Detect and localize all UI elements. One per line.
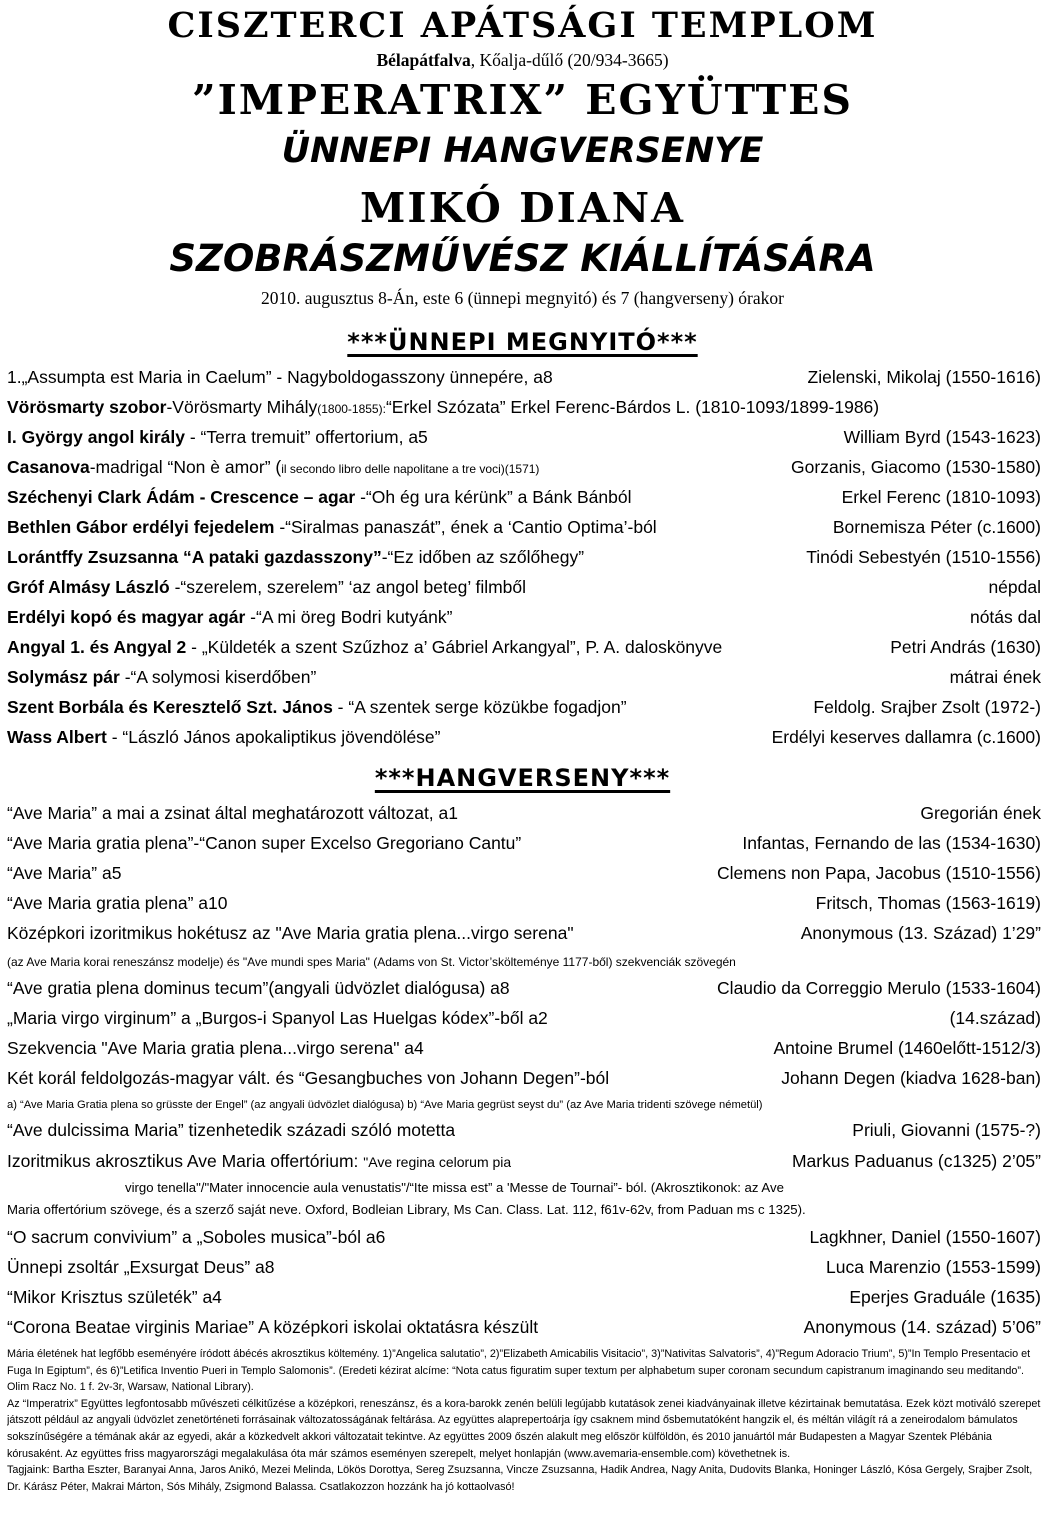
program-composer: Lagkhner, Daniel (1550-1607) [809, 1227, 1041, 1247]
program-title-cont: “Erkel Szózata” Erkel Ferenc-Bárdos L. (1810-1093/1899-1986) [385, 397, 880, 417]
program-row [7, 487, 1041, 508]
program-row [7, 637, 1041, 658]
program-title: „Maria virgo virginum” a „Burgos-i Spanyol Las Huelgas kódex”-ből a2 [7, 1008, 548, 1028]
program-title-bold: Szent Borbála és Keresztelő Szt. János [7, 697, 333, 717]
program-title: Két korál feldolgozás-magyar vált. és “Gesangbuches von Johann Degen”-ból [7, 1068, 610, 1088]
program-title: “Ave Maria gratia plena”-“Canon super Excelso Gregoriano Cantu” [7, 833, 522, 853]
program-row [7, 803, 1041, 824]
program-row [7, 607, 1041, 628]
program-title-small: "Ave regina celorum pia [363, 1154, 512, 1170]
program-row [7, 1151, 1041, 1172]
program-composer: Claudio da Correggio Merulo (1533-1604) [717, 978, 1041, 998]
program-row [7, 397, 1041, 418]
program-title-bold: Vörösmarty szobor [7, 397, 167, 417]
program-title: -madrigal “Non è amor” ( [89, 457, 282, 477]
program-composer: Petri András (1630) [890, 637, 1041, 657]
program-title: “Ave dulcissima Maria” tizenhetedik századi szóló motetta [7, 1120, 456, 1140]
program-row [7, 893, 1041, 914]
program-composer: Anonymous (13. Század) 1’29” [800, 923, 1041, 943]
program-composer: Tinódi Sebestyén (1510-1556) [806, 547, 1041, 567]
program-title-bold: Wass Albert [7, 727, 107, 747]
program-title: “Ave Maria” a mai a zsinat által meghatározott változat, a1 [7, 803, 459, 823]
members-list: Tagjaink: Bartha Eszter, Baranyai Anna, Jaros Anikó, Mezei Melinda, Lökös Dorottya, Sereg Zsuzsanna, Vincze Zsuzsanna, Hadik Andrea, Nagy Anita, Dudovits Blanka, Honinger László, Kósa Gergely, Srajber Zsolt, Dr. Kárász Péter, Makrai Márton, Sós Mihály, Zsigmond Balassa. Csatlakozzon hozzánk ha jó kottaolvasó! [7, 1464, 1033, 1493]
program-title: -“Oh ég ura kérünk” a Bánk Bánból [355, 487, 632, 507]
exhibition-title: SZOBRÁSZMŰVÉSZ KIÁLLÍTÁSÁRA [169, 237, 876, 280]
program-row [7, 547, 1041, 568]
program-row [7, 1287, 1041, 1308]
program-composer: Markus Paduanus (c1325) 2’05” [791, 1151, 1041, 1171]
program-row [7, 667, 1041, 688]
program-note: Maria offertórium szövege, és a szerző saját neve. Oxford, Bodleian Library, Ms Can. Class. Lat. 112, f61v-62v, from Paduan ms c 1325). [7, 1202, 806, 1217]
program-title-small: (1800-1855): [317, 402, 386, 416]
program-note: (az Ave Maria korai reneszánsz modelje) és "Ave mundi spes Maria" (Adams von St. Victor’skölteménye 1177-ből) szekvenciák szövegén [7, 955, 736, 969]
program-title-bold: Angyal 1. és Angyal 2 [7, 637, 187, 657]
artist-name: MIKÓ DIANA [360, 184, 685, 232]
ensemble-description: Az “Imperatrix” Együttes legfontosabb művészeti célkitűzése a középkori, reneszánsz, és a kora-barokk zenén belüli legújabb kutatások zenei kiadványainak illetve kézirtainak bemutatása. Ezek közt motiváló szerepet játszott például az angyali üdvözlet zenetörténeti forrásainak változatosságának feltárása. Az együttes alaprepertoárja így csaknem mind ősbemutatóként hangzik el, és méltán világít rá a zeneirodalom bámulatos sokszínűségére a témának akár az egyedi, akár a közkedvelt akkori változatait tekintve. Az együttes 2009 őszén alakult meg először külföldön, és 2010 januártól már Budapesten a Magyar Szentek Plébánia kórusaként. Az együttes friss magyarországi megalakulása óta már számos eseményen szerepelt, melyet honlapján (www.avemaria-ensemble.com) követhetnek is. [7, 1397, 1041, 1460]
program-row [7, 1120, 1041, 1141]
program-title: “Corona Beatae virginis Mariae” A középkori iskolai oktatásra készült [7, 1317, 539, 1337]
program-title: “Ave gratia plena dominus tecum”(angyali üdvözlet dialógusa) a8 [7, 978, 510, 998]
program-row [7, 1038, 1041, 1059]
program-title: Izoritmikus akrosztikus Ave Maria offertórium: [7, 1151, 364, 1171]
program-row [7, 577, 1041, 598]
program-row [7, 863, 1041, 884]
program-title: - „Küldeték a szent Szűzhoz a’ Gábriel Arkangyal”, P. A. daloskönyve [186, 637, 723, 657]
program-title-bold: Casanova [7, 457, 90, 477]
program-composer: Infantas, Fernando de las (1534-1630) [742, 833, 1041, 853]
program-note: a) “Ave Maria Gratia plena so grüsste der Engel” (az angyali üdvözlet dialógusa) b) “Ave Maria gegrüst seyst du” (az Ave Maria tridenti szövege németül) [7, 1099, 763, 1111]
program-composer: mátrai ének [949, 667, 1041, 687]
program-composer: William Byrd (1543-1623) [843, 427, 1041, 447]
ensemble-title: ”IMPERATRIX” EGYÜTTES [191, 76, 853, 124]
program-title: Középkori izoritmikus hokétusz az "Ave Maria gratia plena...virgo serena" [7, 923, 574, 943]
program-title: “Ave Maria gratia plena” a10 [7, 893, 228, 913]
program-row [7, 457, 1041, 478]
program-title: “Ave Maria” a5 [7, 863, 122, 883]
program-title: “O sacrum convivium” a „Soboles musica”-ból a6 [7, 1227, 386, 1247]
program-title: -“Ez időben az szőlőhegy” [381, 547, 585, 567]
program-title: -“Siralmas panaszát”, ének a ‘Cantio Optima’-ból [274, 517, 657, 537]
program-title-bold: I. György angol király [7, 427, 185, 447]
program-row [7, 1317, 1041, 1338]
location-town: Bélapátfalva [376, 50, 471, 70]
program-title-bold: Bethlen Gábor erdélyi fejedelem [7, 517, 275, 537]
program-composer: népdal [988, 577, 1041, 597]
program-composer: Erkel Ferenc (1810-1093) [841, 487, 1041, 507]
program-title: Ünnepi zsoltár „Exsurgat Deus” a8 [7, 1257, 275, 1277]
program-composer: Priuli, Giovanni (1575-?) [852, 1120, 1041, 1140]
program-composer: Bornemisza Péter (c.1600) [832, 517, 1041, 537]
program-row [7, 1008, 1041, 1029]
program-row [7, 833, 1041, 854]
program-row [7, 427, 1041, 448]
concert-heading: ***HANGVERSENY*** [374, 764, 671, 792]
program-title-bold: Széchenyi Clark Ádám - Crescence – agar [7, 487, 356, 507]
date-line: 2010. augusztus 8-Án, este 6 (ünnepi megnyitó) és 7 (hangverseny) órakor [261, 288, 784, 308]
program-title: - “Terra tremuit” offertorium, a5 [184, 427, 428, 447]
acrostic-note: Mária életének hat legfőbb eseményére íródott ábécés akrosztikus költemény. 1)”Angelica salutatio”, 2)”Elizabeth Amicabilis Visitacio”, 3)”Nativitas Salvatoris”, 4)”Regum Adoracio Trium”, 5)”In Templo Presentacio et Fuga In Egiptum”, és 6)”Letifica Inventio Pueri in Templo Salomonis”. (Eredeti kézirat alcíme: “Nota catus figuratim super textum per alphabetum super coronam secundum capistranum imaginando seu meditando”. Olim Racz No. 1 f. 2v-3r, Warsaw, National Library). [7, 1348, 1031, 1394]
location-address: , Kőalja-dűlő (20/934-3665) [470, 50, 669, 70]
program-composer: (14.század) [949, 1008, 1041, 1028]
location-line [0, 50, 1045, 71]
program-row [7, 367, 1041, 388]
program-note: virgo tenella"/"Mater innocencie aula venustatis"/“Ite missa est” a 'Messe de Tournai”- ból. (Akrosztikonok: az Ave [125, 1180, 784, 1195]
program-title-bold: Solymász pár [7, 667, 120, 687]
program-composer: Erdélyi keserves dallamra (c.1600) [771, 727, 1041, 747]
program-title: - “A szentek serge közükbe fogadjon” [332, 697, 627, 717]
program-composer: Zielenski, Mikolaj (1550-1616) [807, 367, 1041, 387]
program-composer: Luca Marenzio (1553-1599) [826, 1257, 1041, 1277]
program-row [7, 697, 1041, 718]
program-row [7, 923, 1041, 944]
program-row [7, 727, 1041, 748]
program-row [7, 1227, 1041, 1248]
church-title: CISZTERCI APÁTSÁGI TEMPLOM [167, 5, 878, 46]
program-title: -Vörösmarty Mihály [166, 397, 318, 417]
program-title: - “László János apokaliptikus jövendölése” [106, 727, 441, 747]
program-title: -“A mi öreg Bodri kutyánk” [245, 607, 453, 627]
program-composer: Gorzanis, Giacomo (1530-1580) [791, 457, 1041, 477]
opening-heading: ***ÜNNEPI MEGNYITÓ*** [347, 328, 698, 356]
program-title: -“szerelem, szerelem” ‘az angol beteg’ filmből [169, 577, 527, 597]
program-title-bold: Erdélyi kopó és magyar agár [7, 607, 246, 627]
program-row [7, 1257, 1041, 1278]
footer-notes [7, 1346, 1041, 1534]
program-row [7, 1068, 1041, 1089]
program-title-small: il secondo libro delle napolitane a tre voci)(1571) [281, 462, 540, 476]
program-title: -“A solymosi kiserdőben” [119, 667, 317, 687]
program-row [7, 978, 1041, 999]
program-title: 1.„Assumpta est Maria in Caelum” - Nagyboldogasszony ünnepére, a8 [7, 367, 553, 387]
program-composer: Feldolg. Srajber Zsolt (1972-) [813, 697, 1041, 717]
program-composer: nótás dal [969, 607, 1041, 627]
program-title-bold: Lorántffy Zsuzsanna “A pataki gazdasszony” [7, 547, 382, 567]
program-composer: Clemens non Papa, Jacobus (1510-1556) [717, 863, 1041, 883]
program-composer: Gregorián ének [920, 803, 1041, 823]
program-row [7, 517, 1041, 538]
program-title: “Mikor Krisztus születék” a4 [7, 1287, 222, 1307]
program-composer: Johann Degen (kiadva 1628-ban) [781, 1068, 1041, 1088]
program-composer: Antoine Brumel (1460előtt-1512/3) [773, 1038, 1041, 1058]
program-composer: Anonymous (14. század) 5’06” [803, 1317, 1041, 1337]
program-title: Szekvencia "Ave Maria gratia plena...virgo serena" a4 [7, 1038, 424, 1058]
concert-title: ÜNNEPI HANGVERSENYE [281, 131, 764, 171]
program-composer: Fritsch, Thomas (1563-1619) [815, 893, 1041, 913]
program-composer: Eperjes Graduále (1635) [849, 1287, 1041, 1307]
program-title-bold: Gróf Almásy László [7, 577, 170, 597]
